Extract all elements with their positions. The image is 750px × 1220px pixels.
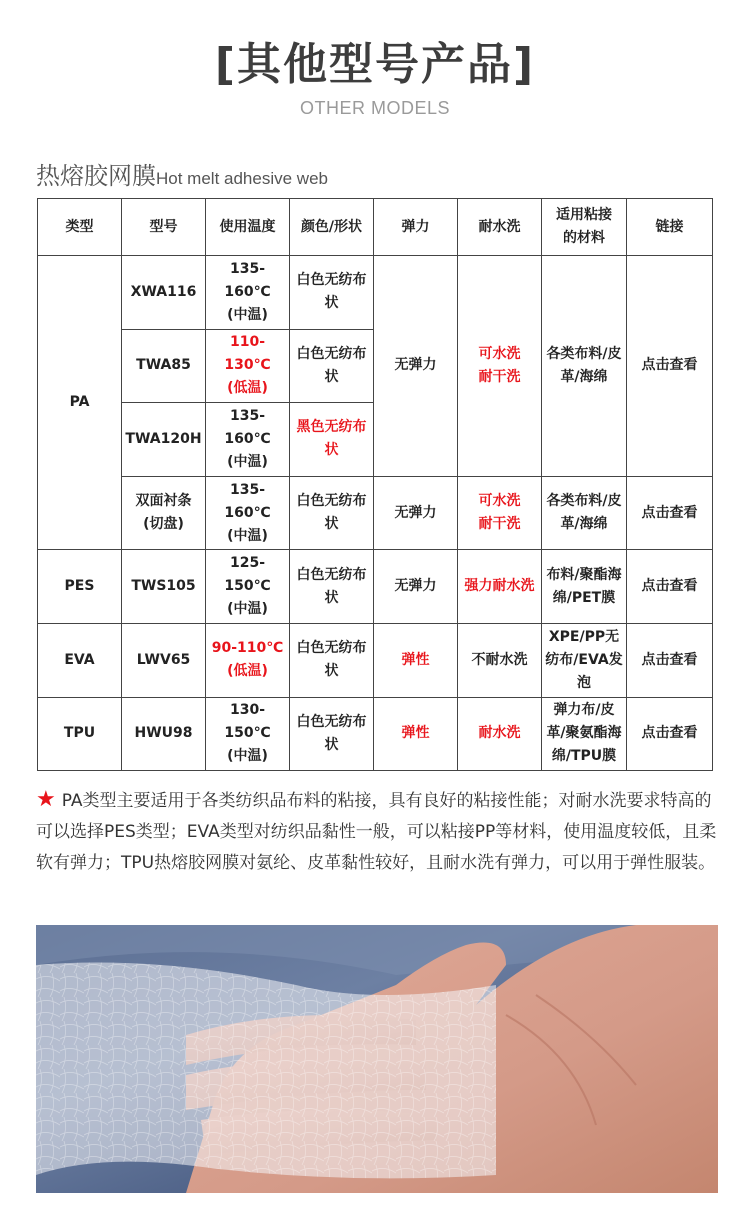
materials-cell: XPE/PP无纺布/EVA发泡 xyxy=(542,623,627,697)
washable-cell: 可水洗 耐干洗 xyxy=(458,256,542,477)
temperature-cell: 135-160℃ (中温) xyxy=(206,403,290,477)
header-type: 类型 xyxy=(38,199,122,256)
elasticity-cell: 弹性 xyxy=(374,697,458,771)
color-cell: 白色无纺布状 xyxy=(290,476,374,550)
table-row xyxy=(38,623,713,697)
type-cell: EVA xyxy=(38,623,122,697)
usage-note xyxy=(36,784,726,879)
color-cell: 白色无纺布状 xyxy=(290,329,374,403)
star-icon: ★ xyxy=(36,787,56,812)
table-row xyxy=(38,476,713,550)
type-cell: PA xyxy=(38,256,122,550)
temperature-cell: 90-110℃ (低温) xyxy=(206,623,290,697)
header-link: 链接 xyxy=(627,199,713,256)
materials-cell: 各类布料/皮革/海绵 xyxy=(542,476,627,550)
page-title: [其他型号产品] xyxy=(214,39,536,90)
table-row xyxy=(38,550,713,624)
model-cell: TWA120H xyxy=(122,403,206,477)
header-color-shape: 颜色/形状 xyxy=(290,199,374,256)
elasticity-cell: 无弹力 xyxy=(374,256,458,477)
model-cell: HWU98 xyxy=(122,697,206,771)
washable-cell: 可水洗 耐干洗 xyxy=(458,476,542,550)
color-cell: 白色无纺布状 xyxy=(290,550,374,624)
header-elasticity: 弹力 xyxy=(374,199,458,256)
header-temperature: 使用温度 xyxy=(206,199,290,256)
view-link[interactable]: 点击查看 xyxy=(627,256,713,477)
model-cell: TWA85 xyxy=(122,329,206,403)
view-link[interactable]: 点击查看 xyxy=(627,550,713,624)
temperature-cell: 135-160℃ (中温) xyxy=(206,476,290,550)
model-cell: LWV65 xyxy=(122,623,206,697)
model-cell: XWA116 xyxy=(122,256,206,330)
header-materials: 适用粘接的材料 xyxy=(542,199,627,256)
type-cell: TPU xyxy=(38,697,122,771)
temperature-cell: 135-160℃ (中温) xyxy=(206,256,290,330)
materials-cell: 弹力布/皮革/聚氨酯海绵/TPU膜 xyxy=(542,697,627,771)
section-title-cn: 热熔胶网膜 xyxy=(36,162,156,190)
color-cell: 白色无纺布状 xyxy=(290,623,374,697)
color-cell: 白色无纺布状 xyxy=(290,697,374,771)
temperature-cell: 125-150℃ (中温) xyxy=(206,550,290,624)
product-photo xyxy=(36,925,718,1193)
spec-table xyxy=(37,198,713,771)
washable-cell: 耐水洗 xyxy=(458,697,542,771)
materials-cell: 布料/聚酯海绵/PET膜 xyxy=(542,550,627,624)
washable-cell: 强力耐水洗 xyxy=(458,550,542,624)
elasticity-cell: 无弹力 xyxy=(374,550,458,624)
temperature-cell: 130-150℃ (中温) xyxy=(206,697,290,771)
elasticity-cell: 弹性 xyxy=(374,623,458,697)
materials-cell: 各类布料/皮革/海绵 xyxy=(542,256,627,477)
table-row xyxy=(38,256,713,330)
elasticity-cell: 无弹力 xyxy=(374,476,458,550)
page-subtitle: OTHER MODELS xyxy=(299,98,451,118)
table-row xyxy=(38,697,713,771)
header-washable: 耐水洗 xyxy=(458,199,542,256)
section-title-en: Hot melt adhesive web xyxy=(156,169,328,188)
view-link[interactable]: 点击查看 xyxy=(627,697,713,771)
temperature-cell: 110-130℃ (低温) xyxy=(206,329,290,403)
washable-cell: 不耐水洗 xyxy=(458,623,542,697)
model-cell: TWS105 xyxy=(122,550,206,624)
view-link[interactable]: 点击查看 xyxy=(627,476,713,550)
header-model: 型号 xyxy=(122,199,206,256)
usage-note-text: PA类型主要适用于各类纺织品布料的粘接，具有良好的粘接性能；对耐水洗要求特高的可以选择PES类型；EVA类型对纺织品黏性一般，可以粘接PP等材料，使用温度较低，且柔软有弹力；TPU热熔胶网膜对氨纶、皮革黏性较好，且耐水洗有弹力，可以用于弹性服装。 xyxy=(36,791,717,873)
type-cell: PES xyxy=(38,550,122,624)
section-heading xyxy=(36,156,328,191)
model-cell: 双面衬条 (切盘) xyxy=(122,476,206,550)
view-link[interactable]: 点击查看 xyxy=(627,623,713,697)
color-cell: 黑色无纺布状 xyxy=(290,403,374,477)
table-header-row xyxy=(38,199,713,256)
color-cell: 白色无纺布状 xyxy=(290,256,374,330)
